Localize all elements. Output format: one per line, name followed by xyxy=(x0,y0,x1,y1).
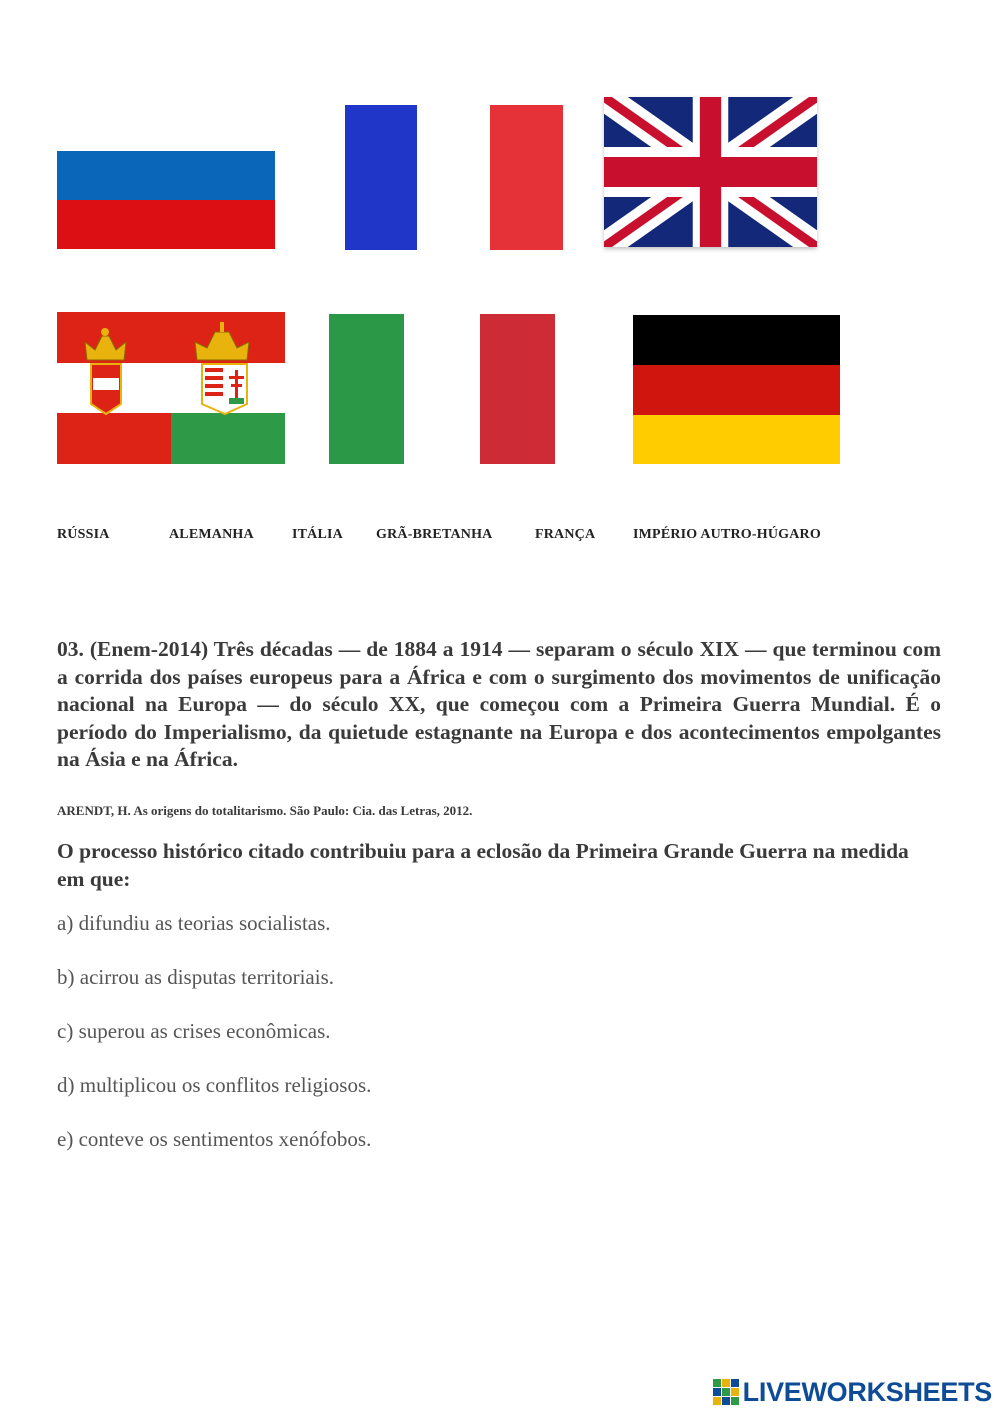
label-france: FRANÇA xyxy=(535,527,596,542)
option-b[interactable] xyxy=(57,965,334,990)
flag-italy xyxy=(329,314,555,464)
question-prompt: O processo histórico citado contribuiu para a eclosão da Primeira Grande Guerra na medida em que: xyxy=(57,839,909,891)
label-italy: ITÁLIA xyxy=(292,527,343,542)
option-text: multiplicou os conflitos religiosos. xyxy=(79,1073,372,1097)
option-text: conteve os sentimentos xenófobos. xyxy=(78,1127,372,1151)
flag-france xyxy=(345,105,563,250)
question-text: 03. (Enem-2014) Três décadas — de 1884 a 1914 — separam o século XIX — que terminou com a corrida dos países europeus para a África e com o surgimento dos movimentos de unificação nacional na Europa — do século XX, que começou com a Primeira Guerra Mundial. É o período do Imperialismo, da quietude estagnante na Europa e dos acontecimentos empolgantes na Ásia e na África. xyxy=(57,637,941,771)
option-letter: d) xyxy=(57,1073,75,1097)
option-letter: e) xyxy=(57,1127,74,1151)
option-letter: c) xyxy=(57,1019,74,1043)
label-austria-hungary: IMPÉRIO AUTRO-HÚGARO xyxy=(633,527,821,542)
option-letter: b) xyxy=(57,965,75,989)
option-letter: a) xyxy=(57,911,74,935)
option-d[interactable] xyxy=(57,1073,371,1098)
option-text: difundiu as teorias socialistas. xyxy=(78,911,331,935)
option-c[interactable] xyxy=(57,1019,331,1044)
option-text: acirrou as disputas territoriais. xyxy=(79,965,335,989)
flag-germany xyxy=(633,315,840,464)
label-germany: ALEMANHA xyxy=(169,527,254,542)
option-text: superou as crises econômicas. xyxy=(78,1019,331,1043)
liveworksheets-brand-text: LIVEWORKSHEETS xyxy=(742,1376,992,1407)
label-russia: RÚSSIA xyxy=(57,527,110,542)
option-e[interactable] xyxy=(57,1127,371,1152)
label-uk: GRÃ-BRETANHA xyxy=(376,527,493,542)
question-source: ARENDT, H. As origens do totalitarismo. São Paulo: Cia. das Letras, 2012. xyxy=(57,803,473,818)
liveworksheets-grid-icon xyxy=(713,1379,739,1405)
option-a[interactable] xyxy=(57,911,331,936)
flag-russia xyxy=(57,103,275,249)
flag-austria-hungary xyxy=(57,312,285,464)
flag-uk xyxy=(604,97,817,247)
liveworksheets-logo xyxy=(713,1376,992,1408)
